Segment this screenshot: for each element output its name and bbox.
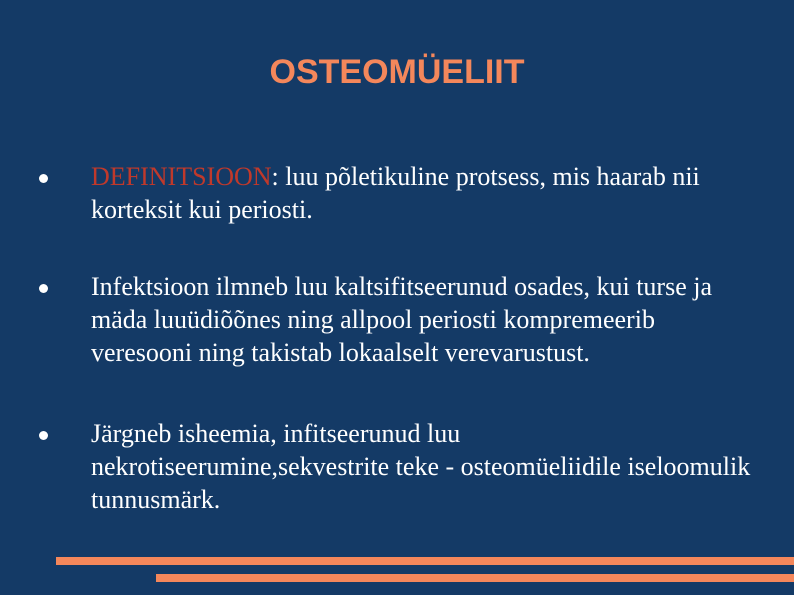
decorative-bar-top	[56, 557, 794, 565]
slide-title: OSTEOMÜELIIT	[269, 53, 525, 91]
bullet-item-infection	[91, 270, 761, 369]
infection-text: Infektsioon ilmneb luu kaltsifitseerunud osades, kui turse ja mäda luuüdiõõnes ning allpool periosti kompremeerib veresooni ning takistab lokaalselt verevarustust.	[91, 272, 712, 367]
bullet-dot-icon	[39, 284, 48, 293]
bullet-dot-icon	[39, 431, 48, 440]
bullet-item-definition	[91, 160, 761, 226]
ischemia-text: Järgneb isheemia, infitseerunud luu nekrotiseerumine,sekvestrite teke - osteomüeliidile iseloomulik tunnusmärk.	[91, 419, 751, 514]
bullet-dot-icon	[39, 174, 48, 183]
definition-lead: DEFINITSIOON	[91, 162, 272, 191]
decorative-bar-bottom	[156, 574, 794, 582]
definition-text: : luu põletikuline protsess, mis haarab nii korteksit kui periosti.	[91, 162, 700, 224]
bullet-item-ischemia	[91, 417, 761, 516]
